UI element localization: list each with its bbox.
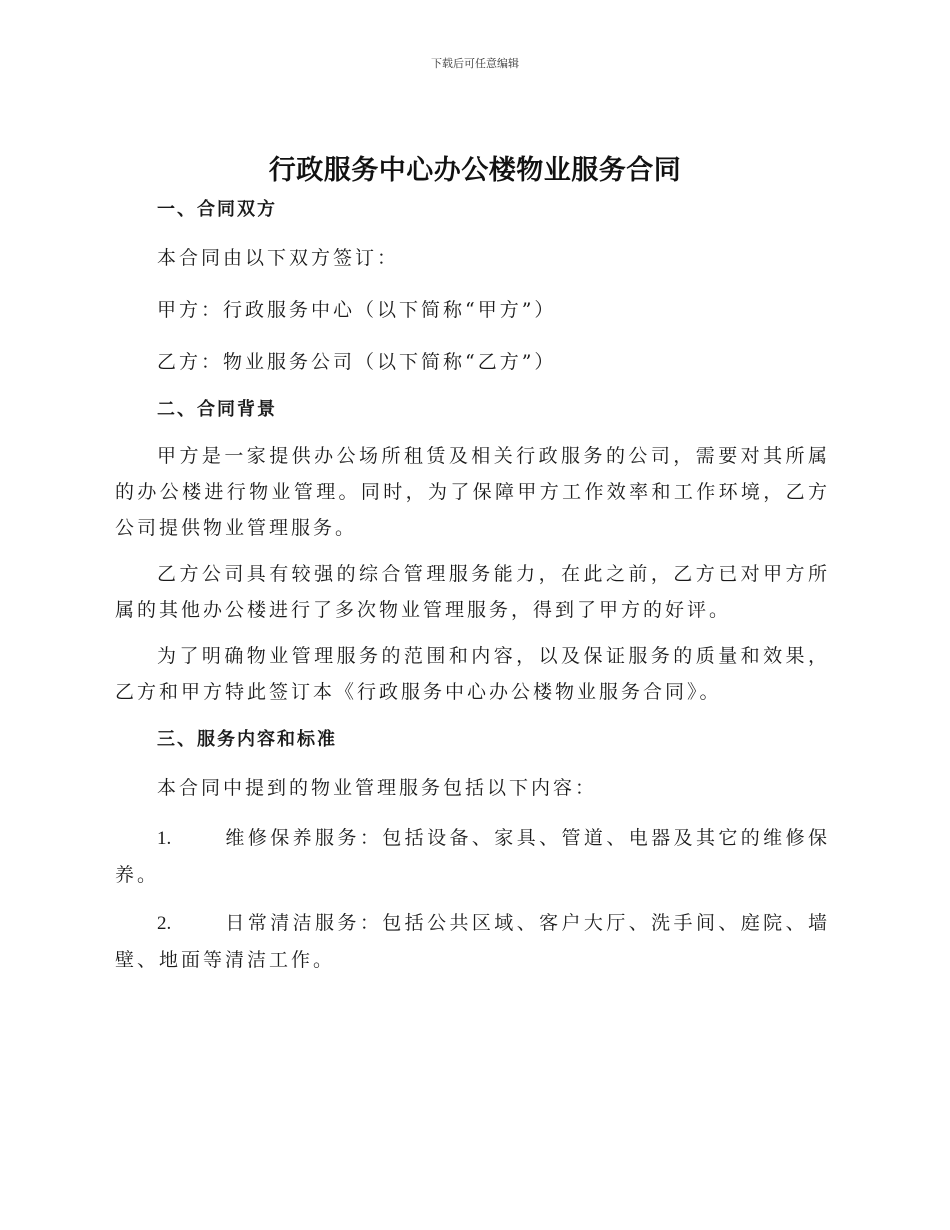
party-b: 乙方：物业服务公司（以下简称“乙方”）: [157, 351, 557, 373]
list-item: [115, 820, 830, 893]
list-item: [115, 905, 830, 978]
list-item-number: 2.: [157, 913, 172, 934]
document-body: [115, 194, 830, 978]
list-item-number: 1.: [157, 828, 172, 849]
document-title: 行政服务中心办公楼物业服务合同: [268, 155, 682, 186]
section-heading-services: 三、服务内容和标准: [157, 729, 337, 750]
party-a: 甲方：行政服务中心（以下简称“甲方”）: [157, 299, 557, 321]
list-item-text: 维修保养服务：包括设备、家具、管道、电器及其它的维修保养。: [115, 827, 830, 886]
parties-intro: 本合同由以下双方签订：: [157, 247, 400, 269]
header-note: 下载后可任意编辑: [431, 57, 519, 70]
section-heading-background: 二、合同背景: [157, 399, 277, 420]
background-paragraph-2: 乙方公司具有较强的综合管理服务能力，在此之前，乙方已对甲方所属的其他办公楼进行了多次物业管理服务，得到了甲方的好评。: [115, 563, 830, 621]
background-paragraph-1: 甲方是一家提供办公场所租赁及相关行政服务的公司，需要对其所属的办公楼进行物业管理。同时，为了保障甲方工作效率和工作环境，乙方公司提供物业管理服务。: [115, 445, 830, 539]
services-intro: 本合同中提到的物业管理服务包括以下内容：: [157, 777, 598, 799]
background-paragraph-3: 为了明确物业管理服务的范围和内容，以及保证服务的质量和效果，乙方和甲方特此签订本《行政服务中心办公楼物业服务合同》。: [115, 645, 830, 703]
list-item-text: 日常清洁服务：包括公共区域、客户大厅、洗手间、庭院、墙壁、地面等清洁工作。: [115, 912, 830, 971]
section-heading-parties: 一、合同双方: [157, 199, 277, 220]
